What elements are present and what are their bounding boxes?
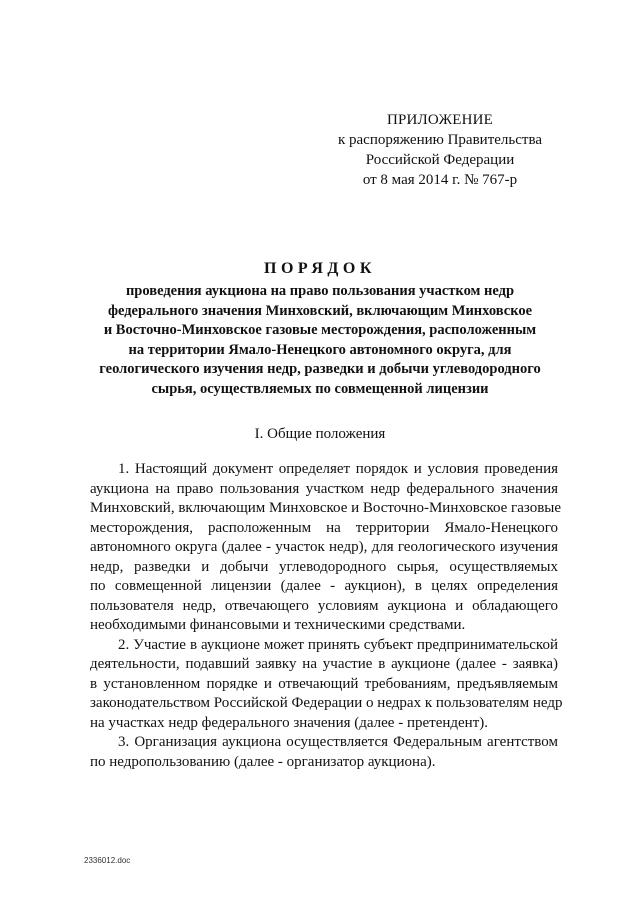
paragraph-2 (90, 636, 563, 734)
paragraph-line: по совмещенной лицензии (далее - аукцион), в целях определения (90, 578, 558, 594)
paragraph-line: аукциона на право пользования участком недр федерального значения (90, 480, 558, 497)
paragraph-line: на участках недр федерального значения (далее - претендент). (90, 714, 488, 731)
appendix-line-1: к распоряжению Правительства (337, 132, 542, 148)
paragraph-line: необходимыми финансовыми и техническими средствами. (90, 617, 466, 633)
order-title: ПОРЯДОК (264, 260, 376, 277)
order-subtitle-line: на территории Ямало-Ненецкого автономного округа, для (128, 341, 512, 358)
order-subtitle-line: сырья, осуществляемых по совмещенной лицензии (151, 380, 489, 397)
paragraph-line: Минховский, включающим Минховское и Восточно-Минховское газовые (90, 500, 562, 516)
appendix-line-3: от 8 мая 2014 г. № 767-р (362, 172, 518, 188)
order-subtitle-line: проведения аукциона на право пользования участком недр (125, 283, 515, 299)
paragraph-line: пользователя недр, отвечающего условиям аукциона и обладающего (90, 597, 558, 614)
paragraph-3 (90, 733, 558, 772)
order-subtitle (70, 282, 570, 399)
paragraph-1 (90, 460, 562, 636)
appendix-line-2: Российской Федерации (365, 152, 515, 168)
paragraph-line: по недропользованию (далее - организатор аукциона). (90, 753, 436, 770)
paragraph-line: 2. Участие в аукционе может принять субъект предпринимательской (118, 636, 558, 653)
paragraph-line: недр, разведки и добычи углеводородного сырья, осуществляемых (90, 558, 558, 575)
appendix-title: ПРИЛОЖЕНИЕ (386, 112, 494, 128)
order-subtitle-line: и Восточно-Минховское газовые месторождения, расположенным (103, 322, 537, 338)
order-heading-block (70, 258, 570, 399)
paragraph-line: 1. Настоящий документ определяет порядок и условия проведения (118, 461, 558, 477)
paragraph-line: 3. Организация аукциона осуществляется Федеральным агентством (118, 734, 558, 750)
section-heading: I. Общие положения (254, 426, 386, 442)
appendix-header (330, 110, 550, 190)
order-subtitle-line: геологического изучения недр, разведки и добычи углеводородного (99, 361, 541, 377)
paragraph-line: в установленном порядке и отвечающий требованиям, предъявляемым (90, 675, 558, 692)
document-id-footer: 2336012.doc (84, 856, 131, 865)
document-body (90, 460, 563, 772)
paragraph-line: автономного округа (далее - участок недр), для геологического изучения (90, 539, 558, 555)
paragraph-line: месторождения, расположенным на территории Ямало-Ненецкого (90, 519, 558, 536)
paragraph-line: деятельности, подавший заявку на участие в аукционе (далее - заявка) (90, 656, 558, 672)
paragraph-line: законодательством Российской Федерации о недрах к пользователям недр (90, 695, 563, 711)
order-subtitle-line: федерального значения Минховский, включающим Минховское (107, 302, 533, 319)
